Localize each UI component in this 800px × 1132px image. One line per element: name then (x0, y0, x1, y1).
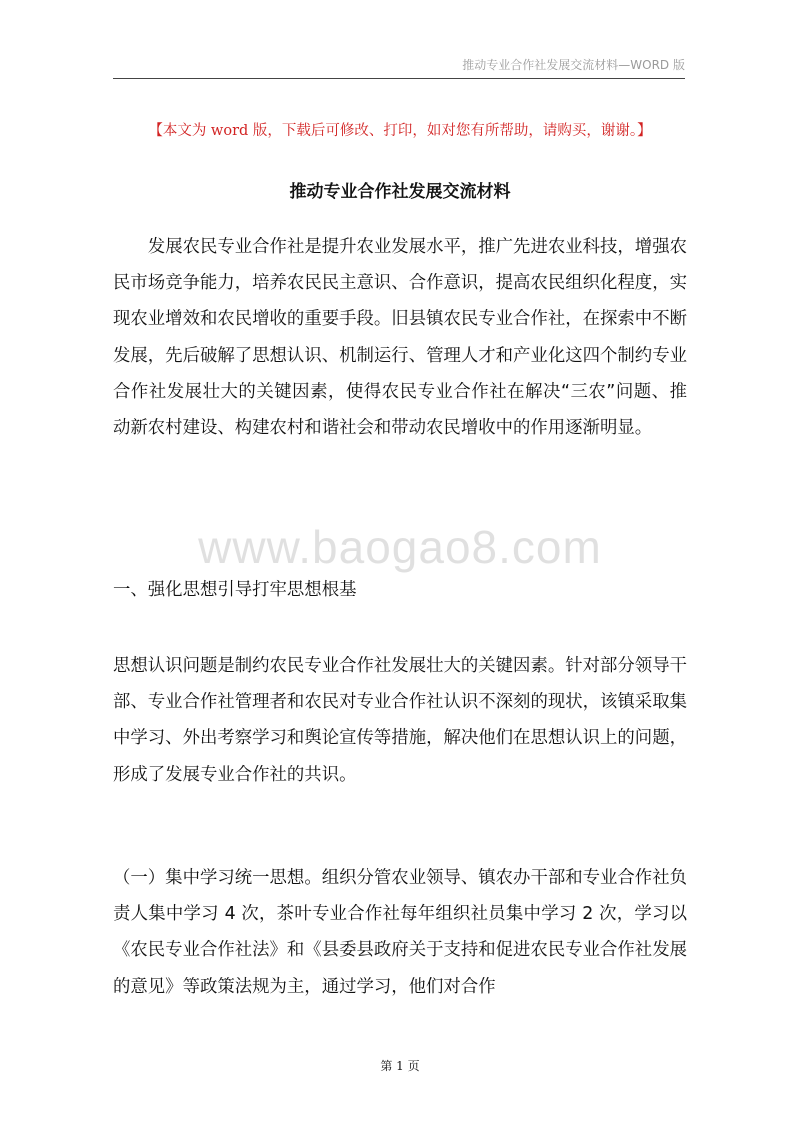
watermark: www.baogao8.com (198, 521, 602, 573)
paragraph-intro: 发展农民专业合作社是提升农业发展水平，推广先进农业科技，增强农民市场竞争能力，培养农民民主意识、合作意识，提高农民组织化程度，实现农业增效和农民增收的重要手段。旧县镇农民专业合作社，在探索中不断发展，先后破解了思想认识、机制运行、管理人才和产业化这四个制约专业合作社发展壮大的关键因素，使得农民专业合作社在解决“三农”问题、推动新农村建设、构建农村和谐社会和带动农民增收中的作用逐渐明显。 (113, 237, 687, 439)
download-notice: 【本文为 word 版，下载后可修改、打印，如对您有所帮助，请购买，谢谢。】 (148, 123, 652, 139)
section-heading: 一、强化思想引导打牢思想根基 (113, 580, 357, 600)
paragraph-section-1: 思想认识问题是制约农民专业合作社发展壮大的关键因素。针对部分领导干部、专业合作社管理者和农民对专业合作社认识不深刻的现状，该镇采取集中学习、外出考察学习和舆论宣传等措施，解决他们在思想认识上的问题，形成了发展专业合作社的共识。 (113, 656, 687, 785)
paragraph-subsection-1: （一）集中学习统一思想。组织分管农业领导、镇农办干部和专业合作社负责人集中学习 4 次，茶叶专业合作社每年组织社员集中学习 2 次，学习以《农民专业合作社法》和《县委县政府关于支持和促进农民专业合作社发展的意见》等政策法规为主，通过学习，他们对合作 (113, 868, 687, 997)
page-number: 第 1 页 (380, 1059, 420, 1073)
header-text: 推动专业合作社发展交流材料—WORD 版 (462, 58, 685, 72)
document-title: 推动专业合作社发展交流材料 (289, 182, 511, 202)
page-header (113, 52, 685, 79)
